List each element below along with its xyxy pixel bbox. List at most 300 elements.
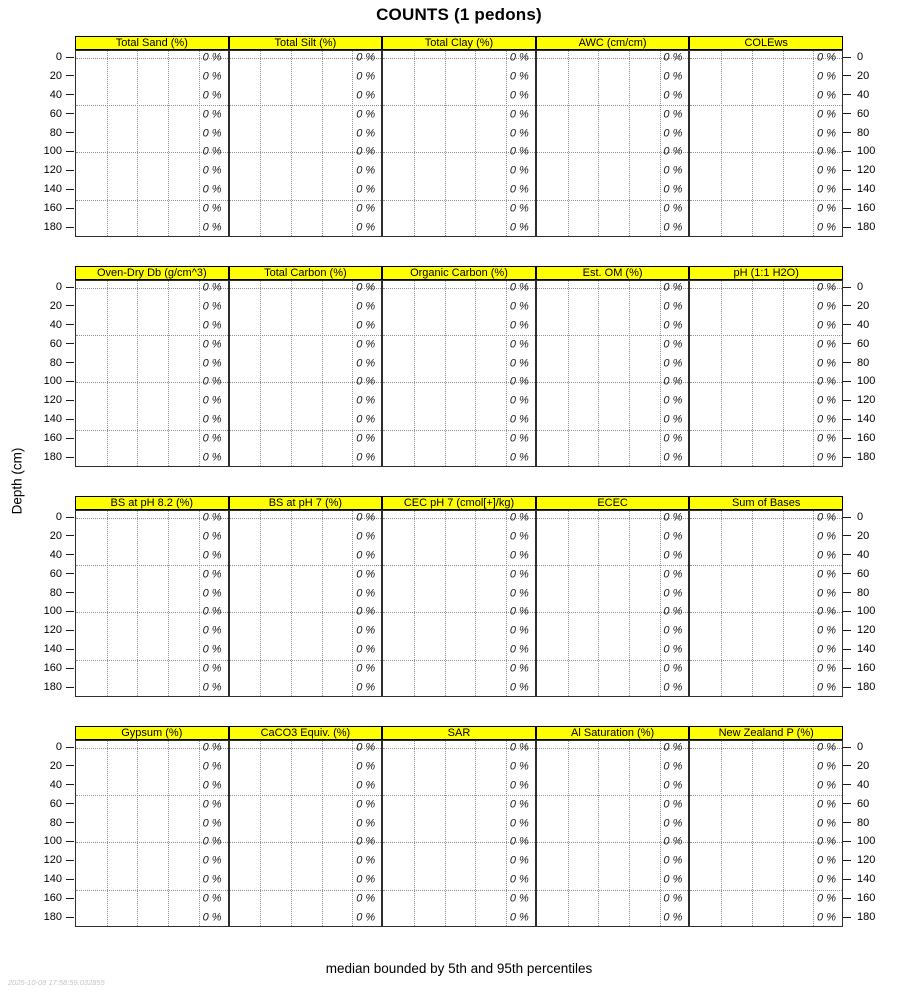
depth-tick-label-left: 80 — [49, 586, 62, 599]
zero-percent-label: 0 % — [509, 779, 529, 792]
zero-percent-label: 0 % — [202, 183, 222, 196]
zero-percent-label: 0 % — [509, 760, 529, 773]
zero-percent-label: 0 % — [356, 338, 376, 351]
axis-tick-left — [66, 687, 74, 688]
zero-percent-label: 0 % — [202, 798, 222, 811]
h-gridline — [537, 200, 689, 201]
h-gridline — [537, 565, 689, 566]
axis-tick-left — [66, 400, 74, 401]
h-gridline — [537, 660, 689, 661]
zero-percent-label: 0 % — [356, 281, 376, 294]
axis-tick-left — [66, 784, 74, 785]
zero-percent-label: 0 % — [817, 873, 836, 886]
zero-percent-label: 0 % — [509, 394, 529, 407]
panel-plot — [536, 50, 690, 237]
h-gridline — [383, 660, 535, 661]
depth-tick-label-left: 160 — [43, 202, 62, 215]
panel-strip: BS at pH 8.2 (%) — [75, 496, 229, 510]
axis-tick-right — [843, 57, 851, 58]
axis-tick-left — [66, 822, 74, 823]
h-gridline — [230, 565, 382, 566]
zero-percent-label: 0 % — [509, 375, 529, 388]
axis-tick-right — [843, 362, 851, 363]
depth-tick-label-left: 180 — [43, 221, 62, 233]
axis-tick-left — [66, 841, 74, 842]
zero-percent-label: 0 % — [817, 451, 836, 464]
axis-tick-right — [843, 113, 851, 114]
zero-percent-label: 0 % — [202, 164, 222, 177]
zero-percent-label: 0 % — [202, 624, 222, 637]
zero-percent-label: 0 % — [663, 51, 683, 64]
h-gridline — [690, 565, 842, 566]
zero-percent-label: 0 % — [509, 530, 529, 543]
axis-tick-left — [66, 305, 74, 306]
h-gridline — [383, 200, 535, 201]
zero-percent-label: 0 % — [202, 127, 222, 140]
v-gridline — [352, 281, 353, 466]
zero-percent-label: 0 % — [663, 451, 683, 464]
zero-percent-label: 0 % — [663, 530, 683, 543]
zero-percent-label: 0 % — [663, 854, 683, 867]
axis-tick-right — [843, 438, 851, 439]
v-gridline — [475, 51, 476, 236]
depth-tick-label-right: 100 — [857, 145, 876, 158]
depth-tick-label-left: 80 — [49, 356, 62, 369]
zero-percent-label: 0 % — [202, 319, 222, 332]
zero-percent-label: 0 % — [663, 127, 683, 140]
zero-percent-label: 0 % — [202, 70, 222, 83]
axis-tick-left — [66, 438, 74, 439]
depth-tick-label-left: 20 — [49, 759, 62, 772]
zero-percent-label: 0 % — [663, 549, 683, 562]
zero-percent-label: 0 % — [509, 681, 529, 694]
zero-percent-label: 0 % — [356, 568, 376, 581]
axis-tick-right — [843, 419, 851, 420]
depth-tick-label-right: 0 — [857, 51, 864, 63]
depth-tick-label-left: 180 — [43, 911, 62, 923]
zero-percent-label: 0 % — [509, 892, 529, 905]
v-gridline — [445, 511, 446, 696]
h-gridline — [690, 890, 842, 891]
axis-tick-left — [66, 554, 74, 555]
zero-percent-label: 0 % — [356, 108, 376, 121]
depth-tick-label-right: 140 — [857, 873, 876, 886]
zero-percent-label: 0 % — [356, 432, 376, 445]
depth-tick-label-right: 20 — [857, 69, 870, 82]
zero-percent-label: 0 % — [202, 530, 222, 543]
v-gridline — [168, 741, 169, 926]
v-gridline — [168, 51, 169, 236]
h-gridline — [76, 795, 228, 796]
zero-percent-label: 0 % — [509, 108, 529, 121]
zero-percent-label: 0 % — [509, 413, 529, 426]
axis-tick-right — [843, 803, 851, 804]
zero-percent-label: 0 % — [663, 70, 683, 83]
depth-tick-label-left: 100 — [43, 145, 62, 158]
zero-percent-label: 0 % — [202, 413, 222, 426]
v-gridline — [445, 51, 446, 236]
h-gridline — [230, 335, 382, 336]
zero-percent-label: 0 % — [663, 798, 683, 811]
panel-plot — [536, 510, 690, 697]
zero-percent-label: 0 % — [509, 511, 529, 524]
zero-percent-label: 0 % — [509, 605, 529, 618]
panel-strip: Oven-Dry Db (g/cm^3) — [75, 266, 229, 280]
v-gridline — [629, 741, 630, 926]
zero-percent-label: 0 % — [817, 911, 836, 924]
zero-percent-label: 0 % — [202, 451, 222, 464]
zero-percent-label: 0 % — [202, 662, 222, 675]
depth-tick-label-right: 80 — [857, 816, 870, 829]
zero-percent-label: 0 % — [356, 530, 376, 543]
zero-percent-label: 0 % — [663, 873, 683, 886]
axis-tick-left — [66, 287, 74, 288]
axis-tick-left — [66, 113, 74, 114]
zero-percent-label: 0 % — [509, 835, 529, 848]
depth-tick-label-right: 80 — [857, 356, 870, 369]
zero-percent-label: 0 % — [817, 798, 836, 811]
axis-tick-right — [843, 132, 851, 133]
depth-tick-label-left: 160 — [43, 432, 62, 445]
zero-percent-label: 0 % — [202, 145, 222, 158]
axis-tick-left — [66, 917, 74, 918]
zero-percent-label: 0 % — [202, 338, 222, 351]
h-gridline — [76, 890, 228, 891]
zero-percent-label: 0 % — [509, 798, 529, 811]
zero-percent-label: 0 % — [509, 432, 529, 445]
zero-percent-label: 0 % — [356, 835, 376, 848]
h-gridline — [76, 200, 228, 201]
zero-percent-label: 0 % — [817, 817, 836, 830]
panel-strip: Al Saturation (%) — [536, 726, 690, 740]
zero-percent-label: 0 % — [202, 779, 222, 792]
v-gridline — [445, 741, 446, 926]
v-gridline — [721, 281, 722, 466]
h-gridline — [383, 565, 535, 566]
panel-strip: BS at pH 7 (%) — [229, 496, 383, 510]
zero-percent-label: 0 % — [356, 624, 376, 637]
depth-tick-label-right: 120 — [857, 164, 876, 177]
zero-percent-label: 0 % — [356, 643, 376, 656]
zero-percent-label: 0 % — [509, 300, 529, 313]
v-gridline — [783, 511, 784, 696]
zero-percent-label: 0 % — [817, 605, 836, 618]
v-gridline — [199, 51, 200, 236]
zero-percent-label: 0 % — [202, 854, 222, 867]
panel-strip: Est. OM (%) — [536, 266, 690, 280]
axis-tick-left — [66, 630, 74, 631]
zero-percent-label: 0 % — [663, 662, 683, 675]
axis-tick-right — [843, 573, 851, 574]
v-gridline — [414, 511, 415, 696]
zero-percent-label: 0 % — [202, 760, 222, 773]
h-gridline — [690, 335, 842, 336]
zero-percent-label: 0 % — [663, 681, 683, 694]
depth-tick-label-right: 160 — [857, 662, 876, 675]
v-gridline — [199, 741, 200, 926]
axis-tick-left — [66, 381, 74, 382]
depth-tick-label-right: 40 — [857, 778, 870, 791]
depth-tick-label-left: 140 — [43, 873, 62, 886]
zero-percent-label: 0 % — [509, 624, 529, 637]
zero-percent-label: 0 % — [356, 51, 376, 64]
h-gridline — [230, 795, 382, 796]
h-gridline — [383, 795, 535, 796]
axis-tick-right — [843, 324, 851, 325]
panel-plot — [75, 280, 229, 467]
zero-percent-label: 0 % — [509, 164, 529, 177]
axis-tick-right — [843, 841, 851, 842]
axis-tick-right — [843, 879, 851, 880]
v-gridline — [414, 741, 415, 926]
h-gridline — [690, 200, 842, 201]
depth-tick-label-right: 60 — [857, 797, 870, 810]
zero-percent-label: 0 % — [509, 127, 529, 140]
zero-percent-label: 0 % — [817, 183, 836, 196]
axis-tick-right — [843, 592, 851, 593]
v-gridline — [598, 741, 599, 926]
depth-tick-label-left: 100 — [43, 375, 62, 388]
zero-percent-label: 0 % — [817, 375, 836, 388]
zero-percent-label: 0 % — [509, 911, 529, 924]
v-gridline — [322, 511, 323, 696]
h-gridline — [76, 565, 228, 566]
zero-percent-label: 0 % — [817, 202, 836, 215]
zero-percent-label: 0 % — [817, 394, 836, 407]
v-gridline — [137, 281, 138, 466]
v-gridline — [813, 741, 814, 926]
depth-tick-label-right: 160 — [857, 202, 876, 215]
v-gridline — [107, 51, 108, 236]
zero-percent-label: 0 % — [202, 357, 222, 370]
zero-percent-label: 0 % — [202, 202, 222, 215]
v-gridline — [291, 51, 292, 236]
zero-percent-label: 0 % — [509, 183, 529, 196]
zero-percent-label: 0 % — [663, 432, 683, 445]
zero-percent-label: 0 % — [356, 760, 376, 773]
v-gridline — [322, 281, 323, 466]
zero-percent-label: 0 % — [356, 221, 376, 234]
panel-plot — [229, 510, 383, 697]
v-gridline — [813, 281, 814, 466]
h-gridline — [230, 660, 382, 661]
depth-tick-label-left: 20 — [49, 299, 62, 312]
zero-percent-label: 0 % — [356, 375, 376, 388]
panel-plot — [382, 510, 536, 697]
zero-percent-label: 0 % — [817, 835, 836, 848]
v-gridline — [352, 51, 353, 236]
depth-tick-label-left: 40 — [49, 778, 62, 791]
axis-tick-left — [66, 649, 74, 650]
v-gridline — [568, 741, 569, 926]
zero-percent-label: 0 % — [356, 549, 376, 562]
zero-percent-label: 0 % — [509, 319, 529, 332]
zero-percent-label: 0 % — [817, 164, 836, 177]
zero-percent-label: 0 % — [202, 375, 222, 388]
zero-percent-label: 0 % — [817, 338, 836, 351]
h-gridline — [537, 430, 689, 431]
panel-plot — [689, 740, 843, 927]
zero-percent-label: 0 % — [356, 587, 376, 600]
zero-percent-label: 0 % — [356, 741, 376, 754]
panel-plot — [689, 280, 843, 467]
h-gridline — [230, 890, 382, 891]
v-gridline — [107, 741, 108, 926]
v-gridline — [475, 281, 476, 466]
depth-tick-label-left: 180 — [43, 681, 62, 693]
depth-tick-label-left: 120 — [43, 854, 62, 867]
zero-percent-label: 0 % — [817, 89, 836, 102]
depth-tick-label-right: 140 — [857, 643, 876, 656]
v-gridline — [783, 51, 784, 236]
zero-percent-label: 0 % — [509, 221, 529, 234]
axis-tick-right — [843, 94, 851, 95]
axis-tick-left — [66, 189, 74, 190]
axis-tick-right — [843, 381, 851, 382]
zero-percent-label: 0 % — [817, 70, 836, 83]
zero-percent-label: 0 % — [509, 202, 529, 215]
depth-tick-label-right: 180 — [857, 221, 876, 233]
zero-percent-label: 0 % — [817, 357, 836, 370]
axis-tick-right — [843, 649, 851, 650]
zero-percent-label: 0 % — [509, 662, 529, 675]
zero-percent-label: 0 % — [817, 892, 836, 905]
v-gridline — [629, 51, 630, 236]
zero-percent-label: 0 % — [817, 530, 836, 543]
zero-percent-label: 0 % — [356, 183, 376, 196]
h-gridline — [383, 430, 535, 431]
h-gridline — [537, 105, 689, 106]
depth-tick-label-left: 20 — [49, 529, 62, 542]
panel-plot — [689, 510, 843, 697]
h-gridline — [230, 105, 382, 106]
zero-percent-label: 0 % — [509, 357, 529, 370]
depth-tick-label-left: 60 — [49, 567, 62, 580]
zero-percent-label: 0 % — [356, 300, 376, 313]
v-gridline — [629, 281, 630, 466]
axis-tick-right — [843, 189, 851, 190]
depth-tick-label-right: 60 — [857, 337, 870, 350]
axis-tick-left — [66, 747, 74, 748]
zero-percent-label: 0 % — [663, 338, 683, 351]
axis-tick-left — [66, 57, 74, 58]
depth-tick-label-right: 40 — [857, 548, 870, 561]
zero-percent-label: 0 % — [509, 338, 529, 351]
zero-percent-label: 0 % — [817, 319, 836, 332]
zero-percent-label: 0 % — [663, 741, 683, 754]
zero-percent-label: 0 % — [817, 568, 836, 581]
v-gridline — [414, 51, 415, 236]
panel-strip: New Zealand P (%) — [689, 726, 843, 740]
panel-strip: CaCO3 Equiv. (%) — [229, 726, 383, 740]
zero-percent-label: 0 % — [663, 643, 683, 656]
v-gridline — [783, 281, 784, 466]
axis-tick-left — [66, 879, 74, 880]
zero-percent-label: 0 % — [817, 779, 836, 792]
axis-tick-left — [66, 208, 74, 209]
zero-percent-label: 0 % — [202, 892, 222, 905]
panel-plot — [75, 510, 229, 697]
zero-percent-label: 0 % — [356, 145, 376, 158]
panel-strip: Total Clay (%) — [382, 36, 536, 50]
depth-tick-label-left: 120 — [43, 394, 62, 407]
zero-percent-label: 0 % — [663, 108, 683, 121]
depth-tick-label-right: 0 — [857, 741, 864, 753]
axis-tick-right — [843, 75, 851, 76]
depth-tick-label-right: 160 — [857, 432, 876, 445]
depth-tick-label-right: 40 — [857, 318, 870, 331]
depth-tick-label-left: 80 — [49, 126, 62, 139]
axis-tick-right — [843, 630, 851, 631]
h-gridline — [383, 890, 535, 891]
depth-tick-label-left: 180 — [43, 451, 62, 463]
v-gridline — [660, 511, 661, 696]
zero-percent-label: 0 % — [663, 394, 683, 407]
zero-percent-label: 0 % — [509, 568, 529, 581]
zero-percent-label: 0 % — [356, 605, 376, 618]
v-gridline — [506, 51, 507, 236]
zero-percent-label: 0 % — [202, 835, 222, 848]
v-gridline — [322, 51, 323, 236]
axis-tick-left — [66, 668, 74, 669]
axis-tick-left — [66, 151, 74, 152]
v-gridline — [598, 281, 599, 466]
zero-percent-label: 0 % — [663, 911, 683, 924]
zero-percent-label: 0 % — [356, 413, 376, 426]
zero-percent-label: 0 % — [356, 511, 376, 524]
zero-percent-label: 0 % — [509, 89, 529, 102]
zero-percent-label: 0 % — [663, 221, 683, 234]
axis-tick-right — [843, 860, 851, 861]
panel-plot — [382, 50, 536, 237]
depth-tick-label-right: 120 — [857, 624, 876, 637]
v-gridline — [137, 511, 138, 696]
h-gridline — [76, 430, 228, 431]
depth-tick-label-left: 60 — [49, 107, 62, 120]
h-gridline — [383, 335, 535, 336]
zero-percent-label: 0 % — [356, 681, 376, 694]
zero-percent-label: 0 % — [202, 605, 222, 618]
depth-tick-label-left: 100 — [43, 835, 62, 848]
panel-strip: pH (1:1 H2O) — [689, 266, 843, 280]
axis-tick-left — [66, 362, 74, 363]
panel-strip: SAR — [382, 726, 536, 740]
axis-tick-left — [66, 898, 74, 899]
axis-tick-left — [66, 227, 74, 228]
zero-percent-label: 0 % — [663, 605, 683, 618]
v-gridline — [813, 51, 814, 236]
axis-tick-right — [843, 668, 851, 669]
zero-percent-label: 0 % — [356, 798, 376, 811]
depth-tick-label-left: 40 — [49, 548, 62, 561]
zero-percent-label: 0 % — [356, 319, 376, 332]
v-gridline — [168, 281, 169, 466]
zero-percent-label: 0 % — [356, 89, 376, 102]
axis-tick-right — [843, 687, 851, 688]
zero-percent-label: 0 % — [817, 127, 836, 140]
zero-percent-label: 0 % — [663, 375, 683, 388]
zero-percent-label: 0 % — [817, 432, 836, 445]
v-gridline — [291, 741, 292, 926]
panel-strip: Total Sand (%) — [75, 36, 229, 50]
depth-tick-label-right: 80 — [857, 586, 870, 599]
panel-plot — [75, 50, 229, 237]
y-axis-label: Depth (cm) — [9, 447, 25, 515]
zero-percent-label: 0 % — [509, 451, 529, 464]
zero-percent-label: 0 % — [509, 854, 529, 867]
caption: median bounded by 5th and 95th percentiles — [325, 961, 593, 976]
zero-percent-label: 0 % — [817, 854, 836, 867]
